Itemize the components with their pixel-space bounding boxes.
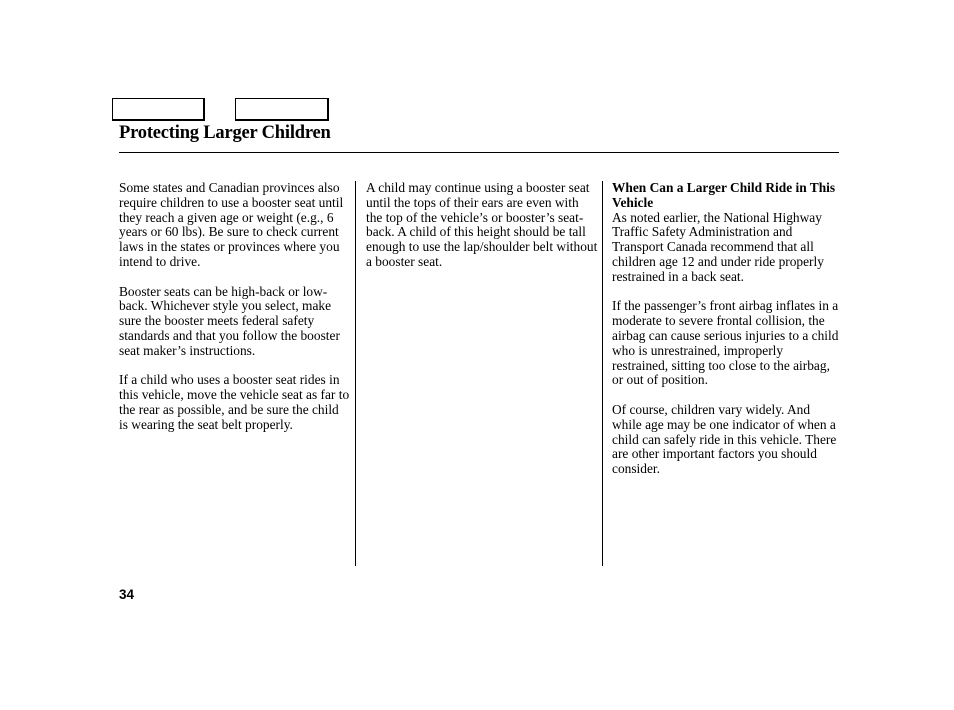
back-nav-button[interactable] (112, 98, 205, 121)
column-divider-2 (602, 181, 603, 566)
text-column-2 (366, 181, 598, 285)
column3-paragraph-1: As noted earlier, the National Highway Traffic Safety Administration and Transport Canada recommend that all children age 12 and under ride properly restrained in a back seat. (612, 209, 824, 284)
text-column-3 (612, 181, 842, 492)
column3-paragraph-2: If the passenger’s front airbag inflates in a moderate to severe frontal collision, the airbag can cause serious injuries to a child who is unrestrained, improperly restrained, sitting too close to the airbag, or out of position. (612, 298, 839, 388)
column2-paragraph-1: A child may continue using a booster seat until the tops of their ears are even with the top of the vehicle’s or booster’s seat-back. A child of this height should be tall enough to use the lap/shoulder belt without a booster seat. (366, 180, 598, 269)
column-divider-1 (355, 181, 356, 566)
column1-paragraph-1: Some states and Canadian provinces also require children to use a booster seat until they reach a given age or weight (e.g., 6 years or 60 lbs). Be sure to check current laws in the states or provinces where you intend to drive. (119, 180, 344, 269)
text-column-1 (119, 181, 351, 447)
section-subheading: When Can a Larger Child Ride in This Vehicle (612, 180, 836, 210)
column1-paragraph-2: Booster seats can be high-back or low-back. Whichever style you select, make sure the booster meets federal safety standards and that you follow the booster seat maker’s instructions. (119, 283, 340, 358)
column3-paragraph-3: Of course, children vary widely. And while age may be one indicator of when a child can safely ride in this vehicle. There are other important factors you should consider. (612, 401, 837, 477)
title-divider (119, 152, 839, 153)
page-title: Protecting Larger Children (119, 123, 331, 143)
column1-paragraph-3: If a child who uses a booster seat rides in this vehicle, move the vehicle seat as far to the rear as possible, and be sure the child is wearing the seat belt properly. (119, 372, 350, 432)
forward-nav-button[interactable] (235, 98, 329, 121)
page-number: 34 (119, 587, 135, 602)
